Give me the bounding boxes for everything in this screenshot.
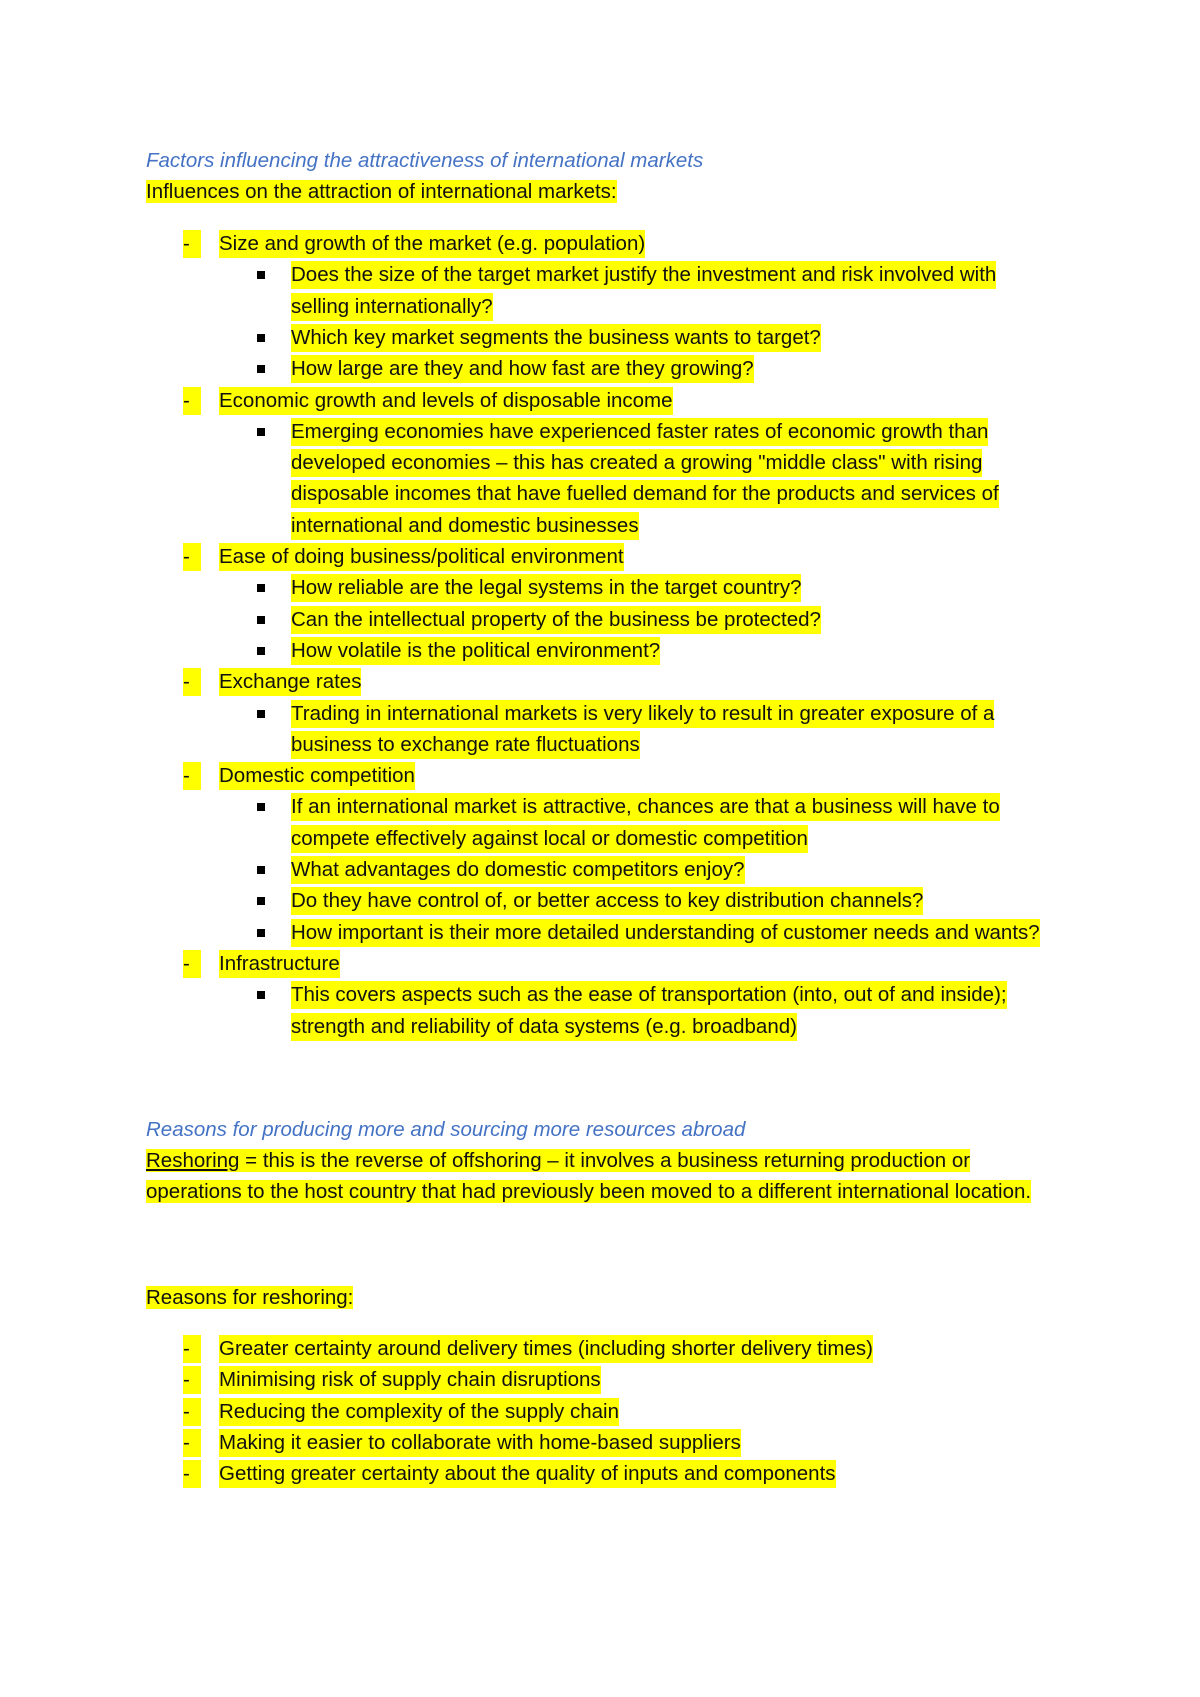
reason-text: Getting greater certainty about the quality of inputs and components (219, 1460, 836, 1488)
reasons-label: Reasons for reshoring: (146, 1286, 354, 1309)
dash-bullet: - (183, 762, 201, 790)
sub-point-text: disposable incomes that have fuelled demand for the products and services of (291, 480, 999, 508)
square-bullet-icon (257, 334, 265, 342)
square-bullet-icon (257, 803, 265, 811)
sub-point-text: business to exchange rate fluctuations (291, 731, 640, 759)
dash-bullet: - (183, 230, 201, 258)
reason-item (0, 1366, 1200, 1394)
sub-point-text: How large are they and how fast are they growing? (291, 355, 754, 383)
section-heading-markets: Factors influencing the attractiveness of international markets (146, 149, 704, 172)
sub-point-text: Emerging economies have experienced faster rates of economic growth than (291, 418, 988, 446)
reason-item (0, 1429, 1200, 1457)
square-bullet-icon (257, 616, 265, 624)
factor-title: Ease of doing business/political environment (219, 543, 624, 571)
square-bullet-icon (257, 271, 265, 279)
sub-point-line (0, 1013, 1200, 1041)
sub-point-line (0, 700, 1200, 728)
reason-item (0, 1460, 1200, 1488)
intro-text: Influences on the attraction of international markets: (146, 180, 617, 203)
sub-point-line (0, 480, 1200, 508)
reason-text: Greater certainty around delivery times (including shorter delivery times) (219, 1335, 873, 1363)
square-bullet-icon (257, 710, 265, 718)
sub-point-text: How volatile is the political environment? (291, 637, 660, 665)
dash-bullet: - (183, 543, 201, 571)
sub-point-line (0, 324, 1200, 352)
sub-point-line (0, 637, 1200, 665)
square-bullet-icon (257, 365, 265, 373)
sub-point-line (0, 887, 1200, 915)
sub-point-text: This covers aspects such as the ease of transportation (into, out of and inside); (291, 981, 1007, 1009)
dash-bullet: - (183, 1335, 201, 1363)
sub-point-text: selling internationally? (291, 293, 493, 321)
factor-title: Exchange rates (219, 668, 361, 696)
sub-point-line (0, 355, 1200, 383)
sub-point-text: strength and reliability of data systems (e.g. broadband) (291, 1013, 797, 1041)
square-bullet-icon (257, 584, 265, 592)
factor-item (0, 762, 1200, 790)
sub-point-text: Does the size of the target market justify the investment and risk involved with (291, 261, 996, 289)
dash-bullet: - (183, 1460, 201, 1488)
square-bullet-icon (257, 647, 265, 655)
sub-point-text: How reliable are the legal systems in the target country? (291, 574, 801, 602)
sub-point-line (0, 793, 1200, 821)
sub-point-line (0, 512, 1200, 540)
sub-point-text: Can the intellectual property of the business be protected? (291, 606, 821, 634)
dash-bullet: - (183, 1429, 201, 1457)
sub-point-line (0, 574, 1200, 602)
square-bullet-icon (257, 929, 265, 937)
factor-item (0, 950, 1200, 978)
factor-title: Economic growth and levels of disposable income (219, 387, 673, 415)
sub-point-line (0, 606, 1200, 634)
sub-point-text: What advantages do domestic competitors enjoy? (291, 856, 745, 884)
square-bullet-icon (257, 991, 265, 999)
sub-point-text: Do they have control of, or better access to key distribution channels? (291, 887, 923, 915)
square-bullet-icon (257, 897, 265, 905)
factor-title: Size and growth of the market (e.g. population) (219, 230, 645, 258)
factor-item (0, 668, 1200, 696)
sub-point-line (0, 261, 1200, 289)
factor-item (0, 543, 1200, 571)
sub-point-line (0, 981, 1200, 1009)
sub-point-line (0, 293, 1200, 321)
dash-bullet: - (183, 387, 201, 415)
definition-line-1: Reshoring = this is the reverse of offshoring – it involves a business returning production or (146, 1149, 971, 1172)
sub-point-text: Which key market segments the business wants to target? (291, 324, 821, 352)
reason-text: Minimising risk of supply chain disruptions (219, 1366, 601, 1394)
square-bullet-icon (257, 428, 265, 436)
term-reshoring: Reshoring (146, 1149, 240, 1172)
sub-point-line (0, 825, 1200, 853)
dash-bullet: - (183, 668, 201, 696)
sub-point-line (0, 731, 1200, 759)
sub-point-text: compete effectively against local or domestic competition (291, 825, 808, 853)
factor-item (0, 387, 1200, 415)
reason-item (0, 1335, 1200, 1363)
section-heading-reshoring: Reasons for producing more and sourcing more resources abroad (146, 1118, 746, 1141)
reason-text: Making it easier to collaborate with home-based suppliers (219, 1429, 741, 1457)
sub-point-line (0, 418, 1200, 446)
sub-point-line (0, 919, 1200, 947)
sub-point-text: How important is their more detailed understanding of customer needs and wants? (291, 919, 1040, 947)
factor-item (0, 230, 1200, 258)
sub-point-line (0, 856, 1200, 884)
dash-bullet: - (183, 950, 201, 978)
factor-title: Domestic competition (219, 762, 415, 790)
dash-bullet: - (183, 1398, 201, 1426)
reason-text: Reducing the complexity of the supply chain (219, 1398, 619, 1426)
definition-line-2: operations to the host country that had previously been moved to a different international location. (146, 1180, 1032, 1203)
square-bullet-icon (257, 866, 265, 874)
sub-point-text: international and domestic businesses (291, 512, 639, 540)
sub-point-text: If an international market is attractive, chances are that a business will have to (291, 793, 1000, 821)
reason-item (0, 1398, 1200, 1426)
dash-bullet: - (183, 1366, 201, 1394)
sub-point-line (0, 449, 1200, 477)
sub-point-text: developed economies – this has created a growing "middle class" with rising (291, 449, 982, 477)
factor-title: Infrastructure (219, 950, 340, 978)
sub-point-text: Trading in international markets is very likely to result in greater exposure of a (291, 700, 994, 728)
